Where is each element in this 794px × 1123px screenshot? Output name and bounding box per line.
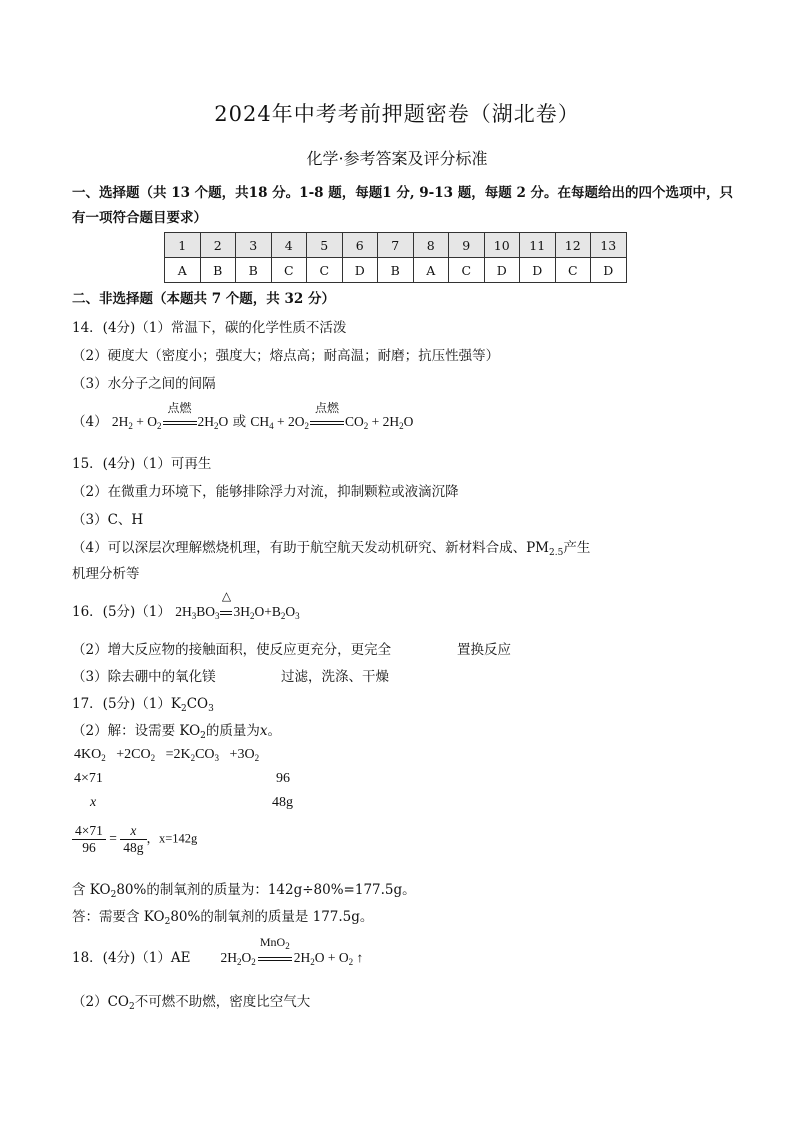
- table-cell: A: [165, 258, 201, 283]
- section1-line1: 一、选择题（共 13 个题，共18 分。1-8 题，每题1 分, 9-13 题，每题 2 分。在每题给出的四个选项中，只: [72, 185, 734, 201]
- q15-line4: （4）可以深层次理解燃烧机理，有助于航空航天发动机研究、新材料合成、$PM_{2.5}$产生: [72, 540, 591, 558]
- q16-line3b: 过滤，洗涤、干燥: [281, 669, 389, 685]
- ignition-condition: 点燃: [309, 414, 345, 430]
- page-title: 2024年中考考前押题密卷（湖北卷）: [214, 102, 580, 126]
- table-cell: 4: [271, 233, 307, 258]
- q17-mass-ratio-1: 4×71: [74, 771, 103, 786]
- q17-equation: $4KO_2$ $+2CO_2$ $=2K_2CO_3$ $+3O_2$: [74, 747, 260, 763]
- table-cell: 13: [591, 233, 627, 258]
- table-cell: 10: [484, 233, 520, 258]
- q15-line3: （3）C、H: [72, 512, 144, 528]
- q14-line3: （3）水分子之间的间隔: [72, 376, 216, 392]
- table-cell: 2: [200, 233, 236, 258]
- table-cell: C: [555, 258, 591, 283]
- table-cell: D: [591, 258, 627, 283]
- q14-equation-2: $CH_4 + 2O_2$ 点燃 $CO_2 + 2H_2O$: [250, 401, 414, 431]
- q14-line4-prefix: （4）: [72, 414, 108, 430]
- section2-heading: 二、非选择题（本题共 7 个题，共 32 分）: [72, 291, 335, 307]
- table-cell: B: [200, 258, 236, 283]
- q17-given-mass: 48g: [272, 795, 293, 810]
- q16-line2b: 置换反应: [457, 642, 511, 658]
- table-cell: D: [342, 258, 378, 283]
- q17-proportion: $\frac{4\times 71}{96}$ = $\frac{x}{48g}$ ，x=142g: [72, 823, 197, 856]
- q17-answer: 答：需要含 $KO_280\%$的制氧剂的质量是 177.5g。: [72, 909, 374, 927]
- heat-condition: △: [219, 604, 233, 620]
- table-cell: C: [449, 258, 485, 283]
- table-cell: 7: [378, 233, 414, 258]
- table-cell: B: [378, 258, 414, 283]
- section1-line2: 有一项符合题目要求）: [72, 210, 207, 226]
- q17-line2: （2）解：设需要 $KO_2$的质量为x。: [72, 723, 282, 741]
- q15-line1: 15．(4分)（1）可再生: [72, 456, 212, 472]
- answer-table: [164, 232, 627, 283]
- q18-line2: $(2)CO_2$不可燃不助燃，密度比空气大: [72, 994, 311, 1012]
- q17-mass-ratio-2: 96: [276, 771, 290, 786]
- q17-line6: 含 $KO_280\%$的制氧剂的质量为：142g÷80%=177.5g。: [72, 882, 416, 900]
- table-cell: 6: [342, 233, 378, 258]
- q16-equation: $2H_3BO_3$ △ $3H_2O+B_2O_3$: [175, 589, 300, 621]
- table-cell: 9: [449, 233, 485, 258]
- q16-line3a: （3）除去硼中的氧化镁: [72, 669, 216, 685]
- q14-equation-1: $2H_2 + O_2$ 点燃 $2H_2O$: [111, 401, 229, 431]
- q17-line1: 17．(5分)$(1)K_2CO_3$: [72, 696, 214, 714]
- q16-line1: 16．(5分)（1） $2H_3BO_3$ △ $3H_2O+B_2O_3$: [72, 589, 300, 621]
- q18-equation: $2H_2O_2$ MnO$_2$ $2H_2O + O_2$ ↑: [220, 935, 364, 967]
- table-cell: C: [271, 258, 307, 283]
- q15-line5: 机理分析等: [72, 566, 140, 582]
- q17-unknown-x: x: [90, 795, 97, 810]
- q15-line2: （2）在微重力环境下，能够排除浮力对流，抑制颗粒或液滴沉降: [72, 484, 459, 500]
- table-cell: D: [484, 258, 520, 283]
- q16-line2a: （2）增大反应物的接触面积，使反应更充分，更完全: [72, 642, 392, 658]
- table-cell: 12: [555, 233, 591, 258]
- q14-line4: [72, 401, 414, 431]
- table-cell: B: [236, 258, 272, 283]
- ignition-condition: 点燃: [162, 414, 198, 430]
- table-cell: 5: [307, 233, 343, 258]
- q14-or: 或: [232, 414, 247, 430]
- page-subtitle: 化学·参考答案及评分标准: [306, 149, 488, 168]
- catalyst-condition: MnO$_2$: [256, 950, 294, 966]
- table-cell: 1: [165, 233, 201, 258]
- table-cell: A: [413, 258, 449, 283]
- table-cell: 11: [520, 233, 556, 258]
- fraction: $\frac{x}{48g}$: [120, 823, 146, 856]
- q14-line2: （2）硬度大（密度小；强度大；熔点高；耐高温；耐磨；抗压性强等）: [72, 348, 500, 364]
- q18-line1: 18．(4分)（1）AE $2H_2O_2$ MnO$_2$ $2H_2O + O_2$ ↑: [72, 935, 364, 967]
- q14-line1: 14．(4分)（1）常温下，碳的化学性质不活泼: [72, 320, 347, 336]
- table-cell: 3: [236, 233, 272, 258]
- table-cell: C: [307, 258, 343, 283]
- fraction: $\frac{4\times 71}{96}$: [72, 823, 106, 856]
- table-cell: 8: [413, 233, 449, 258]
- answer-table-numbers: [165, 233, 627, 258]
- answer-table-answers: [165, 258, 627, 283]
- table-cell: D: [520, 258, 556, 283]
